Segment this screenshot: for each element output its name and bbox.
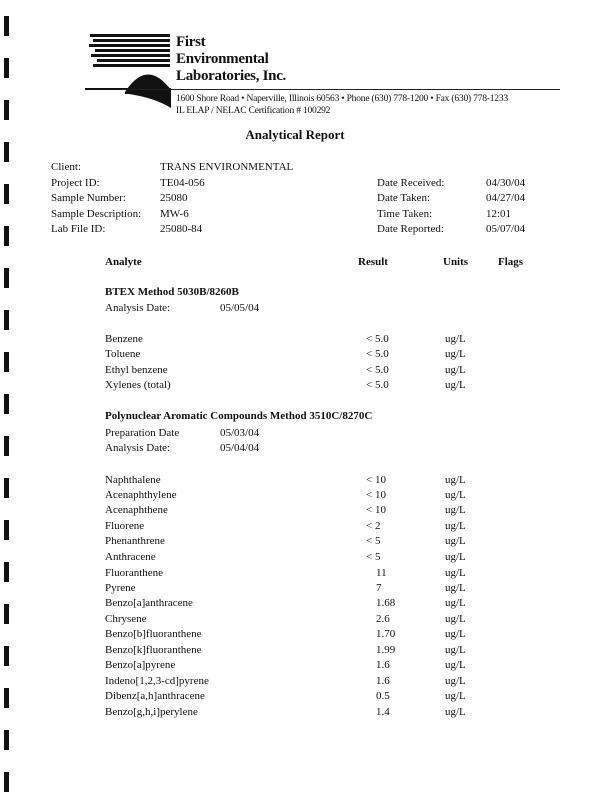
- col-header-analyte: Analyte: [105, 256, 142, 268]
- report-title: Analytical Report: [245, 127, 345, 142]
- binder-mark: [4, 142, 9, 162]
- letterhead-divider: [120, 89, 560, 90]
- analyte-result: 11: [376, 567, 387, 579]
- analyte-name: Chrysene: [105, 613, 147, 625]
- analyte-units: ug/L: [445, 675, 466, 687]
- lab-certification: IL ELAP / NELAC Certification # 100292: [176, 106, 331, 116]
- info-label: Lab File ID:: [51, 223, 106, 235]
- analyte-name: Indeno[1,2,3-cd]pyrene: [105, 675, 209, 687]
- analyte-units: ug/L: [445, 520, 466, 532]
- analyte-units: ug/L: [445, 644, 466, 656]
- date-value: 05/07/04: [486, 223, 526, 235]
- info-label: Sample Description:: [51, 208, 142, 220]
- analyte-result: 1.99: [376, 644, 396, 656]
- info-label: Sample Number:: [51, 192, 126, 204]
- analyte-name: Benzo[b]fluoranthene: [105, 628, 202, 640]
- analyte-name: Acenaphthene: [105, 504, 168, 516]
- col-header-units: Units: [443, 256, 469, 268]
- lab-logo-icon: [85, 32, 175, 108]
- analyte-units: ug/L: [445, 690, 466, 702]
- date-label: Date Reported:: [377, 223, 444, 235]
- analyte-name: Phenanthrene: [105, 535, 165, 547]
- binder-mark: [4, 730, 9, 750]
- analyte-result: < 5.0: [366, 333, 389, 345]
- analyte-name: Naphthalene: [105, 474, 161, 486]
- analyte-result: < 5.0: [366, 379, 389, 391]
- section-meta-label: Preparation Date: [105, 427, 180, 439]
- info-value: 25080-84: [160, 223, 203, 235]
- analyte-result: < 5.0: [366, 364, 389, 376]
- binder-mark: [4, 688, 9, 708]
- analyte-units: ug/L: [445, 659, 466, 671]
- analyte-units: ug/L: [445, 551, 466, 563]
- section-meta-label: Analysis Date:: [105, 302, 171, 314]
- analyte-result: 2.6: [376, 613, 390, 625]
- binder-mark: [4, 772, 9, 792]
- binder-mark: [4, 184, 9, 204]
- analyte-name: Benzo[a]anthracene: [105, 597, 193, 609]
- analyte-name: Fluorene: [105, 520, 145, 532]
- date-value: 04/27/04: [486, 192, 526, 204]
- binder-mark: [4, 100, 9, 120]
- info-label: Project ID:: [51, 177, 100, 189]
- date-label: Date Taken:: [377, 192, 431, 204]
- analyte-units: ug/L: [445, 582, 466, 594]
- analyte-name: Benzo[g,h,i]perylene: [105, 706, 198, 718]
- binder-mark: [4, 268, 9, 288]
- analyte-units: ug/L: [445, 597, 466, 609]
- info-label: Client:: [51, 161, 81, 173]
- analyte-units: ug/L: [445, 628, 466, 640]
- analyte-result: 1.4: [376, 706, 390, 718]
- analyte-name: Benzo[k]fluoranthene: [105, 644, 202, 656]
- col-header-flags: Flags: [498, 256, 524, 268]
- analyte-result: < 10: [366, 489, 386, 501]
- col-header-result: Result: [358, 256, 388, 268]
- binder-mark: [4, 352, 9, 372]
- analyte-units: ug/L: [445, 474, 466, 486]
- analyte-name: Fluoranthene: [105, 567, 164, 579]
- analyte-units: ug/L: [445, 348, 466, 360]
- binder-mark: [4, 394, 9, 414]
- section-meta-value: 05/04/04: [220, 442, 260, 454]
- analyte-result: 0.5: [376, 690, 390, 702]
- analyte-result: 1.6: [376, 659, 390, 671]
- analyte-result: 1.70: [376, 628, 396, 640]
- analyte-name: Benzo[a]pyrene: [105, 659, 176, 671]
- date-value: 12:01: [486, 208, 512, 220]
- analyte-result: 7: [376, 582, 382, 594]
- analyte-units: ug/L: [445, 567, 466, 579]
- analyte-result: < 5: [366, 551, 381, 563]
- binder-mark: [4, 646, 9, 666]
- analyte-name: Anthracene: [105, 551, 156, 563]
- binder-mark: [4, 604, 9, 624]
- lab-name-line: First: [176, 34, 206, 50]
- section-meta-value: 05/05/04: [220, 302, 260, 314]
- analyte-result: < 2: [366, 520, 381, 532]
- section-meta-label: Analysis Date:: [105, 442, 171, 454]
- analyte-result: < 5.0: [366, 348, 389, 360]
- info-value: TRANS ENVIRONMENTAL: [160, 161, 294, 173]
- analyte-units: ug/L: [445, 535, 466, 547]
- analyte-name: Xylenes (total): [105, 379, 171, 391]
- analyte-units: ug/L: [445, 613, 466, 625]
- analyte-name: Acenaphthylene: [105, 489, 177, 501]
- analyte-result: 1.6: [376, 675, 390, 687]
- analyte-name: Benzene: [105, 333, 143, 345]
- analyte-result: < 10: [366, 474, 386, 486]
- analyte-units: ug/L: [445, 379, 466, 391]
- date-value: 04/30/04: [486, 177, 526, 189]
- analyte-name: Toluene: [105, 348, 141, 360]
- analyte-result: < 5: [366, 535, 381, 547]
- binder-mark: [4, 310, 9, 330]
- analyte-units: ug/L: [445, 706, 466, 718]
- section-title: BTEX Method 5030B/8260B: [105, 286, 239, 298]
- info-value: MW-6: [160, 208, 189, 220]
- binder-mark: [4, 58, 9, 78]
- date-label: Time Taken:: [377, 208, 433, 220]
- section-meta-value: 05/03/04: [220, 427, 260, 439]
- binder-mark: [4, 16, 9, 36]
- binder-mark: [4, 520, 9, 540]
- analyte-units: ug/L: [445, 333, 466, 345]
- lab-name-line: Laboratories, Inc.: [176, 68, 287, 84]
- analyte-units: ug/L: [445, 489, 466, 501]
- analyte-units: ug/L: [445, 504, 466, 516]
- info-value: TE04-056: [160, 177, 205, 189]
- binder-mark: [4, 478, 9, 498]
- analyte-name: Ethyl benzene: [105, 364, 168, 376]
- binder-mark: [4, 562, 9, 582]
- analyte-units: ug/L: [445, 364, 466, 376]
- analyte-name: Pyrene: [105, 582, 136, 594]
- info-value: 25080: [160, 192, 188, 204]
- binder-mark: [4, 226, 9, 246]
- analyte-name: Dibenz[a,h]anthracene: [105, 690, 205, 702]
- date-label: Date Received:: [377, 177, 445, 189]
- section-title: Polynuclear Aromatic Compounds Method 3510C/8270C: [105, 410, 373, 422]
- analyte-result: 1.68: [376, 597, 396, 609]
- lab-address: 1600 Shore Road • Naperville, Illinois 60563 • Phone (630) 778-1200 • Fax (630) 778-1233: [176, 94, 508, 104]
- lab-name-line: Environmental: [176, 51, 269, 67]
- analyte-result: < 10: [366, 504, 386, 516]
- binder-mark: [4, 436, 9, 456]
